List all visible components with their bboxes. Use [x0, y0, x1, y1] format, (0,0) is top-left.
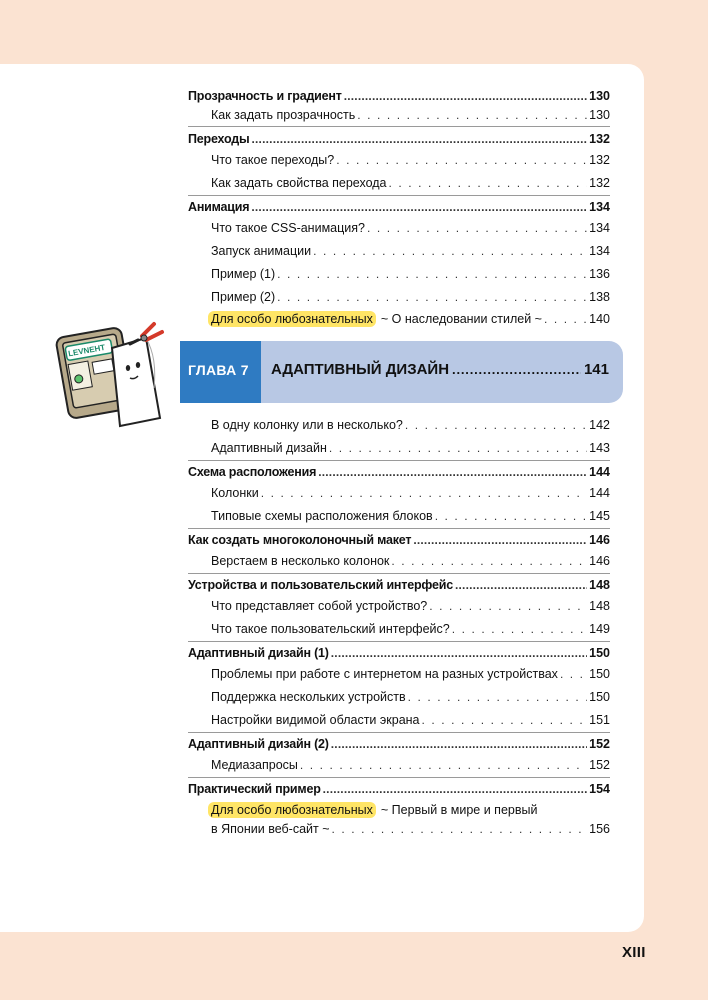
- leader-dots: [251, 199, 587, 215]
- entry-title: Как задать свойства перехода: [211, 176, 387, 190]
- entry-title: Анимация: [188, 200, 250, 214]
- leader-dots: [408, 689, 587, 705]
- entry-title: Адаптивный дизайн: [211, 441, 327, 455]
- curious-readers-tag: Для особо любознательных: [208, 311, 376, 327]
- toc-subentry[interactable]: [211, 666, 610, 682]
- entry-page: 132: [589, 153, 610, 167]
- toc-note-entry[interactable]: [211, 311, 610, 327]
- entry-title: Адаптивный дизайн (2): [188, 737, 329, 751]
- toc-section-entry[interactable]: [188, 645, 610, 661]
- leader-dots: [389, 175, 588, 191]
- entry-title: Что такое CSS-анимация?: [211, 221, 365, 235]
- entry-title: Что представляет собой устройство?: [211, 599, 428, 613]
- entry-page: 148: [589, 578, 610, 592]
- toc-section-entry[interactable]: [188, 199, 610, 215]
- entry-page: 150: [589, 690, 610, 704]
- leader-dots: [336, 152, 587, 168]
- entry-page: 134: [589, 200, 610, 214]
- entry-page: 140: [589, 312, 610, 326]
- chapter-title: АДАПТИВНЫЙ ДИЗАЙН: [271, 361, 450, 378]
- entry-page: 130: [589, 89, 610, 103]
- toc-subentry[interactable]: [211, 485, 610, 501]
- entry-page: 132: [589, 176, 610, 190]
- entry-page: 136: [589, 267, 610, 281]
- toc-subentry[interactable]: [211, 107, 610, 123]
- entry-page: 146: [589, 533, 610, 547]
- leader-dots: [331, 736, 587, 752]
- section-divider: [188, 573, 610, 574]
- leader-dots: [413, 532, 587, 548]
- entry-page: 145: [589, 509, 610, 523]
- entry-page: 148: [589, 599, 610, 613]
- entry-title: Что такое переходы?: [211, 153, 335, 167]
- entry-page: 132: [589, 132, 610, 146]
- entry-page: 150: [589, 646, 610, 660]
- entry-title: Поддержка нескольких устройств: [211, 690, 406, 704]
- entry-title: Настройки видимой области экрана: [211, 713, 420, 727]
- entry-page: 152: [589, 758, 610, 772]
- toc-section-entry[interactable]: [188, 577, 610, 593]
- entry-title: Адаптивный дизайн (1): [188, 646, 329, 660]
- entry-title: Пример (1): [211, 267, 276, 281]
- entry-page: 151: [589, 713, 610, 727]
- section-divider: [188, 641, 610, 642]
- toc-section-entry[interactable]: [188, 736, 610, 752]
- entry-title: Схема расположения: [188, 465, 317, 479]
- section-divider: [188, 777, 610, 778]
- entry-page: 154: [589, 782, 610, 796]
- leader-dots: [277, 266, 587, 282]
- leader-dots: [452, 362, 581, 377]
- entry-page: 144: [589, 465, 610, 479]
- toc-subentry[interactable]: [211, 220, 610, 236]
- page-number: XIII: [622, 944, 646, 961]
- leader-dots: [367, 220, 587, 236]
- toc-subentry[interactable]: [211, 152, 610, 168]
- entry-title: Колонки: [211, 486, 259, 500]
- leader-dots: [435, 508, 587, 524]
- leader-dots: [300, 757, 587, 773]
- entry-title: Переходы: [188, 132, 250, 146]
- section-divider: [188, 126, 610, 127]
- toc-section-entry[interactable]: [188, 88, 610, 104]
- entry-page: 149: [589, 622, 610, 636]
- toc-section-entry[interactable]: [188, 781, 610, 797]
- leader-dots: [313, 243, 587, 259]
- toc-section-entry[interactable]: [188, 532, 610, 548]
- entry-title: Запуск анимации: [211, 244, 312, 258]
- leader-dots: [261, 485, 587, 501]
- leader-dots: [323, 781, 588, 797]
- toc-subentry[interactable]: [211, 440, 610, 456]
- leader-dots: [405, 417, 587, 433]
- toc-subentry[interactable]: [211, 508, 610, 524]
- leader-dots: [251, 131, 587, 147]
- tablet-sign: LEVNEHT: [67, 342, 106, 359]
- leader-dots: [344, 88, 587, 104]
- entry-page: 134: [589, 221, 610, 235]
- toc-subentry[interactable]: [211, 553, 610, 569]
- leader-dots: [277, 289, 587, 305]
- section-divider: [188, 732, 610, 733]
- leader-dots: [560, 666, 587, 682]
- entry-title: Как создать многоколоночный макет: [188, 533, 412, 547]
- toc-subentry[interactable]: [211, 598, 610, 614]
- entry-title: Типовые схемы расположения блоков: [211, 509, 433, 523]
- entry-title: Пример (2): [211, 290, 276, 304]
- toc-subentry[interactable]: [211, 243, 610, 259]
- note-text: ~ О наследовании стилей ~: [380, 312, 542, 326]
- entry-page: 130: [589, 108, 610, 122]
- section-divider: [188, 460, 610, 461]
- note-text: ~ Первый в мире и первый: [380, 803, 538, 817]
- leader-dots: [391, 553, 587, 569]
- toc-subentry[interactable]: [211, 757, 610, 773]
- leader-dots: [331, 645, 587, 661]
- chapter-title-row: [271, 361, 609, 378]
- leader-dots: [452, 621, 587, 637]
- leader-dots: [422, 712, 588, 728]
- leader-dots: [455, 577, 587, 593]
- entry-title: Проблемы при работе с интернетом на разных устройствах: [211, 667, 558, 681]
- leader-dots: [429, 598, 587, 614]
- section-divider: [188, 195, 610, 196]
- toc-section-entry[interactable]: [188, 464, 610, 480]
- entry-page: 142: [589, 418, 610, 432]
- leader-dots: [357, 107, 587, 123]
- entry-title: Прозрачность и градиент: [188, 89, 342, 103]
- entry-title: Как задать прозрачность: [211, 108, 356, 122]
- entry-title: Практический пример: [188, 782, 321, 796]
- leader-dots: [332, 821, 588, 837]
- entry-page: 134: [589, 244, 610, 258]
- entry-title: Медиазапросы: [211, 758, 298, 772]
- toc-note-entry-continued[interactable]: [211, 821, 610, 837]
- entry-page: 156: [589, 822, 610, 836]
- entry-title: Что такое пользовательский интерфейс?: [211, 622, 450, 636]
- toc-subentry[interactable]: [211, 689, 610, 705]
- toc-subentry[interactable]: [211, 175, 610, 191]
- entry-page: 144: [589, 486, 610, 500]
- toc-subentry[interactable]: [211, 712, 610, 728]
- mascot-illustration: [50, 318, 180, 428]
- toc-section-entry[interactable]: [188, 131, 610, 147]
- toc-subentry[interactable]: [211, 621, 610, 637]
- toc-subentry[interactable]: [211, 289, 610, 305]
- entry-title: Верстаем в несколько колонок: [211, 554, 390, 568]
- chapter-page: 141: [583, 361, 609, 378]
- leader-dots: [329, 440, 587, 456]
- entry-page: 150: [589, 667, 610, 681]
- leader-dots: [318, 464, 587, 480]
- chapter-label: ГЛАВА 7: [188, 362, 249, 378]
- entry-page: 152: [589, 737, 610, 751]
- toc-subentry[interactable]: [211, 266, 610, 282]
- entry-page: 146: [589, 554, 610, 568]
- toc-subentry[interactable]: [211, 417, 610, 433]
- entry-title: Устройства и пользовательский интерфейс: [188, 578, 453, 592]
- entry-page: 143: [589, 441, 610, 455]
- toc-note-entry[interactable]: [211, 802, 610, 818]
- note-text: в Японии веб-сайт ~: [211, 822, 330, 836]
- entry-page: 138: [589, 290, 610, 304]
- section-divider: [188, 528, 610, 529]
- entry-title: В одну колонку или в несколько?: [211, 418, 403, 432]
- curious-readers-tag: Для особо любознательных: [208, 802, 376, 818]
- leader-dots: [544, 311, 587, 327]
